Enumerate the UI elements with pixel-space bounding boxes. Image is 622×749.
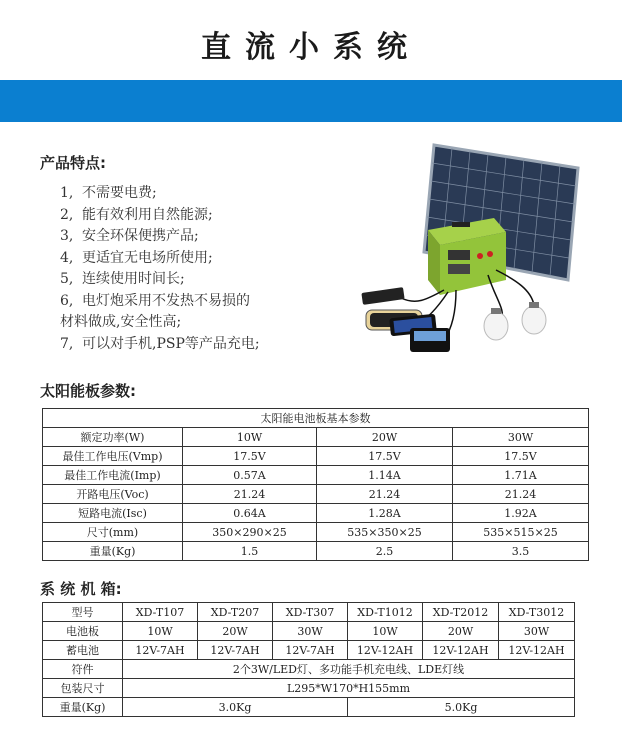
table-cell: L295*W170*H155mm [123, 679, 575, 698]
feature-item: 1, 不需要电费; [60, 185, 157, 201]
table-cell: 额定功率(W) [43, 428, 183, 447]
table-cell: 30W [273, 622, 348, 641]
table-cell: 最佳工作电压(Vmp) [43, 447, 183, 466]
table-cell: 30W [453, 428, 589, 447]
feature-item-continuation: 材料做成,安全性高; [60, 314, 182, 330]
table-cell: 535×515×25 [453, 523, 589, 542]
table-cell: 2.5 [317, 542, 453, 561]
feature-item: 6, 电灯炮采用不发热不易损的 [60, 292, 250, 309]
table-cell: 17.5V [317, 447, 453, 466]
control-box-icon [428, 218, 506, 295]
feature-item: 7, 可以对手机,PSP等产品充电; [60, 335, 260, 352]
table-cell: 10W [123, 622, 198, 641]
table-cell: 重量(Kg) [43, 698, 123, 717]
table-cell: 符件 [43, 660, 123, 679]
table-row [43, 542, 589, 561]
table-cell: 350×290×25 [183, 523, 317, 542]
table-cell: 21.24 [317, 485, 453, 504]
table-cell: 21.24 [453, 485, 589, 504]
table-cell: 10W [183, 428, 317, 447]
table-cell: 21.24 [183, 485, 317, 504]
table-row [43, 504, 589, 523]
features-list [60, 183, 340, 355]
table-cell: XD-T307 [273, 603, 348, 622]
table-row [43, 641, 575, 660]
table-cell: 17.5V [453, 447, 589, 466]
table-cell: 短路电流(Isc) [43, 504, 183, 523]
feature-item: 2, 能有效利用自然能源; [60, 206, 213, 223]
table-cell: 17.5V [183, 447, 317, 466]
feature-item: 3, 安全环保便携产品; [60, 228, 199, 244]
table-cell: XD-T207 [198, 603, 273, 622]
table-cell: 最佳工作电流(Imp) [43, 466, 183, 485]
feature-item: 5, 连续使用时间长; [60, 271, 185, 287]
table-cell: 1.28A [317, 504, 453, 523]
table-cell: 重量(Kg) [43, 542, 183, 561]
table-row [43, 447, 589, 466]
table-cell: 2个3W/LED灯、多功能手机充电线、LDE灯线 [123, 660, 575, 679]
table-cell: XD-T2012 [423, 603, 499, 622]
table-row [43, 622, 575, 641]
solar-spec-table [42, 408, 589, 561]
feature-item: 4, 更适宜无电场所使用; [60, 249, 213, 266]
table-cell: 12V-12AH [499, 641, 575, 660]
mobile-phone-icon [361, 287, 450, 352]
header-banner [0, 80, 622, 122]
table-cell: 蓄电池 [43, 641, 123, 660]
table-cell: 12V-7AH [273, 641, 348, 660]
box-heading: 系 统 机 箱: [40, 580, 122, 598]
table-cell: 12V-12AH [423, 641, 499, 660]
table-title: 太阳能电池板基本参数 [43, 409, 589, 428]
solar-heading: 太阳能板参数: [40, 382, 136, 400]
table-cell: 30W [499, 622, 575, 641]
table-row [43, 523, 589, 542]
table-cell: 5.0Kg [348, 698, 575, 717]
table-cell: 型号 [43, 603, 123, 622]
table-cell: 开路电压(Voc) [43, 485, 183, 504]
table-cell: 0.57A [183, 466, 317, 485]
table-cell: 尺寸(mm) [43, 523, 183, 542]
table-row [43, 603, 575, 622]
table-cell: 20W [317, 428, 453, 447]
table-cell: 3.0Kg [123, 698, 348, 717]
product-image [356, 140, 586, 355]
table-cell: 包装尺寸 [43, 679, 123, 698]
table-cell: 1.92A [453, 504, 589, 523]
table-cell: 1.71A [453, 466, 589, 485]
table-cell: XD-T107 [123, 603, 198, 622]
table-cell: 电池板 [43, 622, 123, 641]
table-row [43, 485, 589, 504]
table-cell: 1.14A [317, 466, 453, 485]
features-heading: 产品特点: [40, 154, 106, 172]
table-cell: 12V-7AH [123, 641, 198, 660]
table-cell: 3.5 [453, 542, 589, 561]
table-row [43, 428, 589, 447]
table-cell: 12V-7AH [198, 641, 273, 660]
table-cell: 20W [423, 622, 499, 641]
table-cell: 12V-12AH [348, 641, 423, 660]
table-row [43, 679, 575, 698]
table-cell: XD-T1012 [348, 603, 423, 622]
table-cell: 0.64A [183, 504, 317, 523]
table-cell: 535×350×25 [317, 523, 453, 542]
table-row [43, 466, 589, 485]
table-cell: XD-T3012 [499, 603, 575, 622]
page-title: 直流小系统 [201, 30, 421, 65]
table-cell: 1.5 [183, 542, 317, 561]
table-cell: 10W [348, 622, 423, 641]
table-row [43, 698, 575, 717]
table-row [43, 409, 589, 428]
table-cell: 20W [198, 622, 273, 641]
table-row [43, 660, 575, 679]
light-bulb-icon [484, 302, 546, 340]
system-box-table [42, 602, 575, 717]
